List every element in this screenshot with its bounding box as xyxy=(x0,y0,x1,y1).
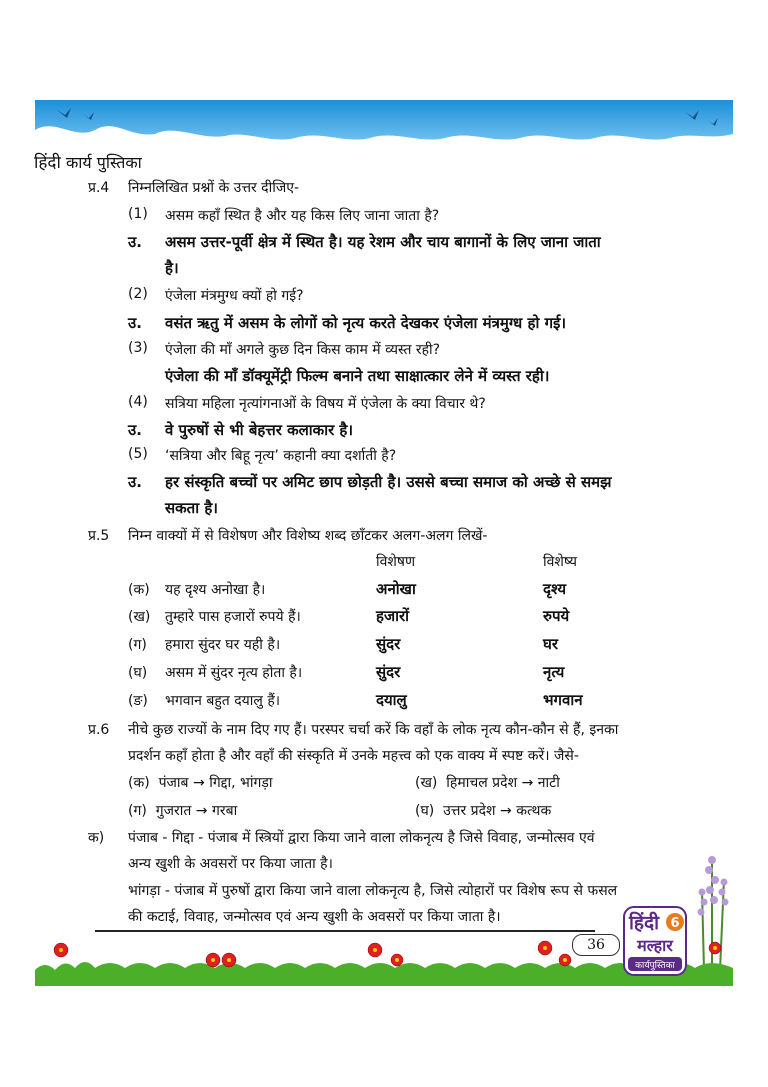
q5-row-noun: दृश्य xyxy=(543,580,567,598)
q5-row-mark: (ग) xyxy=(128,637,147,653)
q5-number: प्र.5 xyxy=(88,528,110,544)
logo-malhar: मल्हार xyxy=(637,936,673,955)
q6-answer-mark: क) xyxy=(88,830,105,846)
q4-1-answer-mark: उ. xyxy=(128,233,142,251)
q5-row-mark: (क) xyxy=(128,582,150,598)
q4-4-answer-mark: उ. xyxy=(128,421,142,439)
q4-5-number: (5) xyxy=(128,446,148,462)
header-book-title: कार्य पुस्तिका xyxy=(65,153,142,172)
q4-2-answer-mark: उ. xyxy=(128,314,142,332)
q5-row-sentence: असम में सुंदर नृत्य होता है। xyxy=(165,665,303,681)
q5-prompt: निम्न वाक्यों में से विशेषण और विशेष्य शब्द छाँटकर अलग-अलग लिखें- xyxy=(128,528,488,544)
q4-4-number: (4) xyxy=(128,394,148,410)
q4-1-number: (1) xyxy=(128,206,148,222)
q6-number: प्र.6 xyxy=(88,722,110,738)
q4-prompt: निम्नलिखित प्रश्नों के उत्तर दीजिए- xyxy=(128,180,300,196)
q4-4-question: सत्रिया महिला नृत्यांगनाओं के विषय में एंजेला के क्या विचार थे? xyxy=(165,396,486,412)
q5-row-noun: भगवान xyxy=(543,691,583,709)
q4-5-answer-cont: सकता है। xyxy=(165,499,218,517)
q6-example: (ग) गुजरात → गरबा xyxy=(128,803,238,819)
q5-row-sentence: यह दृश्य अनोखा है। xyxy=(165,582,266,598)
q4-2-number: (2) xyxy=(128,286,148,302)
q5-row-adjective: हजारों xyxy=(376,607,410,625)
q5-row-sentence: भगवान बहुत दयालु हैं। xyxy=(165,693,281,709)
logo-grade: 6 xyxy=(670,916,680,931)
sky-cloud-banner xyxy=(35,100,733,148)
q5-row-adjective: सुंदर xyxy=(376,663,401,681)
q6-prompt: नीचे कुछ राज्यों के नाम दिए गए हैं। परस्पर चर्चा करें कि वहाँ के लोक नृत्य कौन-कौन से हैं, इनका xyxy=(128,722,619,738)
page-header xyxy=(34,150,142,173)
q5-row-mark: (ख) xyxy=(128,609,151,625)
q5-row-noun: घर xyxy=(543,635,559,653)
q5-row-noun: नृत्य xyxy=(543,663,565,681)
logo-hindi: हिंदी xyxy=(628,912,660,934)
q4-1-answer: असम उत्तर-पूर्वी क्षेत्र में स्थित है। यह रेशम और चाय बागानों के लिए जाना जाता xyxy=(165,233,601,251)
q5-row-adjective: सुंदर xyxy=(376,635,401,653)
q4-2-answer: वसंत ऋतु में असम के लोगों को नृत्य करते देखकर एंजेला मंत्रमुग्ध हो गई। xyxy=(165,314,567,332)
q4-5-question: ‘सत्रिया और बिहू नृत्य’ कहानी क्या दर्शाती है? xyxy=(165,448,397,464)
q4-1-answer-cont: है। xyxy=(165,259,179,277)
logo-subtitle: कार्यपुस्तिका xyxy=(635,961,675,971)
q6-answer-line: पंजाब - गिद्दा - पंजाब में स्त्रियों द्वारा किया जाने वाला लोकनृत्य है जिसे विवाह, जन्मोत्सव एवं xyxy=(128,830,595,846)
q6-example: (क) पंजाब → गिद्दा, भांगड़ा xyxy=(128,775,273,791)
header-hindi: हिंदी xyxy=(34,153,61,173)
q5-row-adjective: दयालु xyxy=(376,691,407,709)
page-number: 36 xyxy=(572,934,620,956)
q5-row-sentence: हमारा सुंदर घर यही है। xyxy=(165,637,281,653)
q4-number: प्र.4 xyxy=(88,180,110,196)
q6-prompt-cont: प्रदर्शन कहाँ होता है और वहाँ की संस्कृति में उनके महत्त्व को एक वाक्य में स्पष्ट करें। जैसे- xyxy=(128,748,579,764)
q4-2-question: एंजेला मंत्रमुग्ध क्यों हो गई? xyxy=(165,288,304,304)
arrow-icon: → xyxy=(193,775,205,791)
q4-5-answer-mark: उ. xyxy=(128,473,142,491)
q4-4-answer: वे पुरुषों से भी बेहत्तर कलाकार है। xyxy=(165,421,354,439)
q6-answer-line: भांगड़ा - पंजाब में पुरुषों द्वारा किया जाने वाला लोकनृत्य है, जिसे त्योहारों पर विशेष रूप से फसल xyxy=(128,883,618,899)
q4-3-number: (3) xyxy=(128,340,148,356)
q5-row-noun: रुपये xyxy=(543,607,570,625)
q5-col-noun: विशेष्य xyxy=(543,554,578,570)
q5-row-mark: (ङ) xyxy=(128,693,148,709)
q6-example: (घ) उत्तर प्रदेश → कत्थक xyxy=(415,803,552,819)
q5-row-mark: (घ) xyxy=(128,665,148,681)
arrow-icon: → xyxy=(500,803,512,819)
footer-divider xyxy=(95,930,595,932)
book-logo xyxy=(622,905,688,977)
q4-3-answer: एंजेला की माँ डॉक्यूमेंट्री फिल्म बनाने तथा साक्षात्कार लेने में व्यस्त रही। xyxy=(165,367,550,385)
arrow-icon: → xyxy=(521,775,534,791)
q4-5-answer: हर संस्कृति बच्चों पर अमिट छाप छोड़ती है। उससे बच्चा समाज को अच्छे से समझ xyxy=(165,473,612,491)
q6-example: (ख) हिमाचल प्रदेश → नाटी xyxy=(415,775,560,791)
q5-row-adjective: अनोखा xyxy=(376,580,416,598)
arrow-icon: → xyxy=(195,803,208,819)
q5-row-sentence: तुम्हारे पास हजारों रुपये हैं। xyxy=(165,609,301,625)
q4-1-question: असम कहाँ स्थित है और यह किस लिए जाना जाता है? xyxy=(165,208,440,224)
q5-col-adjective: विशेषण xyxy=(376,554,416,570)
q6-answer-line: अन्य खुशी के अवसरों पर किया जाता है। xyxy=(128,856,333,872)
q4-3-question: एंजेला की माँ अगले कुछ दिन किस काम में व्यस्त रही? xyxy=(165,342,441,358)
q6-answer-line: की कटाई, विवाह, जन्मोत्सव एवं अन्य खुशी के अवसरों पर किया जाता है। xyxy=(128,909,501,925)
